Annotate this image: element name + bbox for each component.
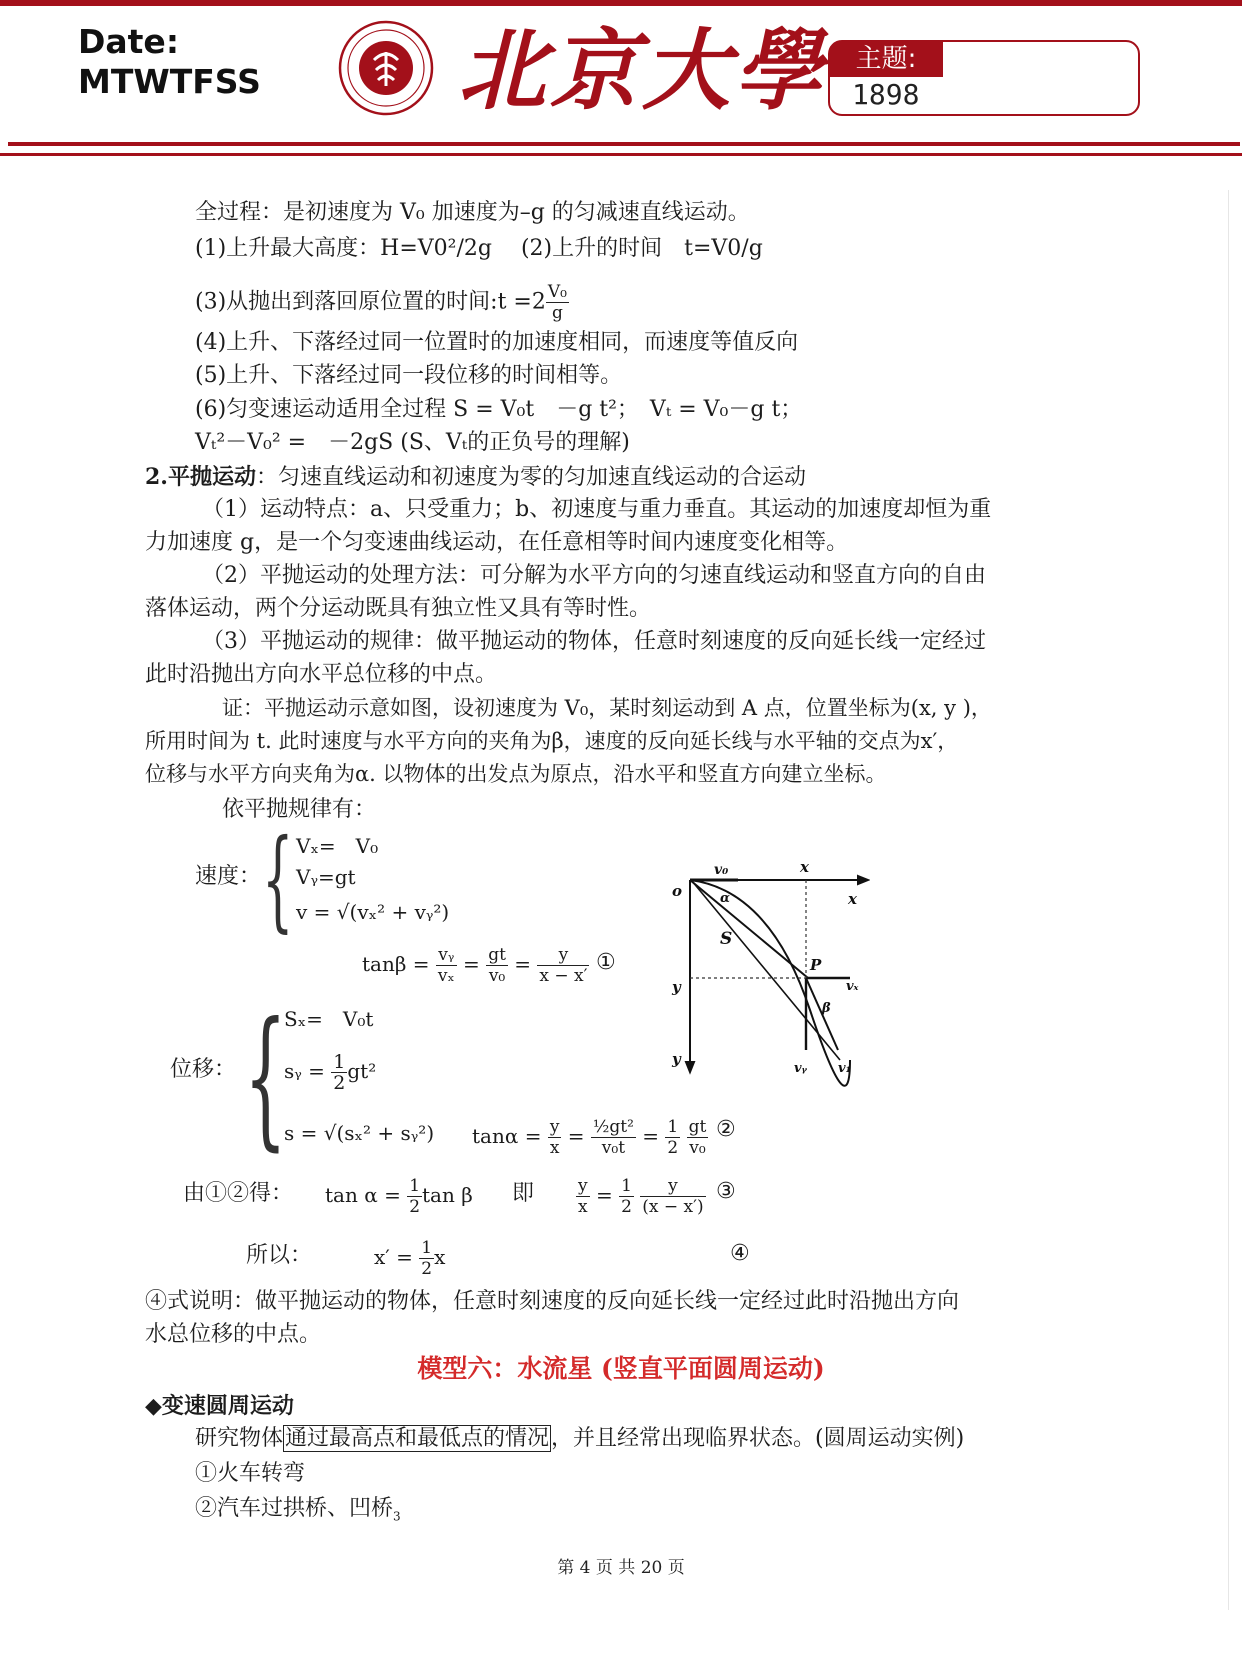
frac-den: 2 bbox=[421, 1259, 433, 1279]
eq-number: ① bbox=[596, 950, 616, 975]
university-name: 北京大學 bbox=[458, 18, 827, 122]
eq-so bbox=[374, 1238, 445, 1279]
fraction bbox=[640, 1176, 705, 1217]
text-line: Vₜ²－V₀² = －2gS (S、Vₜ的正负号的理解) bbox=[195, 430, 630, 455]
fraction bbox=[576, 1176, 590, 1217]
eq-number: ④ bbox=[730, 1241, 750, 1266]
brace: { bbox=[262, 815, 294, 943]
frac-den: 2 bbox=[333, 1072, 346, 1094]
x-axis-label: x bbox=[848, 890, 857, 908]
eq-part: x bbox=[434, 1245, 446, 1269]
frac-num: ½gt² bbox=[592, 1117, 634, 1137]
frac-den: 2 bbox=[621, 1197, 632, 1217]
eq-tan-beta: tanβ = $\frac{\text{vᵧ}}{\text{vₓ}}$ = $\frac{gt}{\text{v₀}}$ = $\frac{y}{x - x'}$ bbox=[362, 945, 588, 986]
sub-title: ◆变速圆周运动 bbox=[145, 1393, 294, 1419]
eq-derive bbox=[325, 1176, 473, 1217]
frac-num: 1 bbox=[667, 1117, 679, 1137]
date-label: Date: bbox=[78, 22, 180, 61]
eq-tan-alpha: tanα = $\frac{y}{x}$ = $\frac{\text{½gt²}}{\text{v₀t}}$ = $\frac{1}{2}$ $\frac{gt}{\text{v₀}}$ bbox=[472, 1117, 707, 1158]
frac-den: g bbox=[551, 303, 563, 323]
eq-vy: Vᵧ=gt bbox=[296, 865, 356, 889]
eq-part: tan β bbox=[422, 1183, 473, 1207]
frac-num: 1 bbox=[409, 1176, 421, 1196]
text-line: ①火车转弯 bbox=[195, 1461, 306, 1486]
eq-part: sᵧ = bbox=[284, 1059, 325, 1083]
eq-s-mag: s = √(sₓ² + sᵧ²) bbox=[284, 1121, 435, 1145]
text-line bbox=[195, 282, 569, 323]
subscript: 3 bbox=[393, 1509, 401, 1524]
alpha-label: α bbox=[720, 891, 731, 906]
p-label: P bbox=[810, 956, 822, 974]
velocity-label: 速度： bbox=[195, 864, 262, 889]
derive-label: 由①②得： bbox=[183, 1181, 294, 1206]
frac-num: gt bbox=[488, 945, 506, 965]
date-block bbox=[78, 22, 261, 102]
x-top-label: x bbox=[800, 858, 809, 876]
topic-value: 1898 bbox=[852, 78, 920, 111]
frac-den: x − x′ bbox=[539, 966, 588, 986]
eq-sy bbox=[284, 1052, 376, 1093]
text-line: （3）平抛运动的规律：做平抛运动的物体，任意时刻速度的反向延长线一定经过 bbox=[202, 629, 986, 654]
displacement-label: 位移： bbox=[170, 1057, 237, 1082]
frac-den: v₀ bbox=[488, 966, 506, 986]
frac-den: (x − x′) bbox=[642, 1197, 704, 1217]
beta-label: β bbox=[822, 1001, 831, 1016]
frac-num: 1 bbox=[421, 1238, 433, 1258]
eq-part: gt² bbox=[347, 1059, 377, 1083]
frac-num: 1 bbox=[333, 1051, 346, 1073]
boxed-phrase: 通过最高点和最低点的情况 bbox=[285, 1426, 550, 1451]
frac-den: 2 bbox=[409, 1197, 421, 1217]
trajectory-curve bbox=[690, 880, 850, 1086]
fraction bbox=[537, 945, 589, 986]
page-number: 第 4 页 共 20 页 bbox=[557, 1558, 685, 1578]
projectile-diagram bbox=[660, 850, 870, 1090]
text-span: ②汽车过拱桥、凹桥 bbox=[195, 1496, 394, 1521]
fraction bbox=[331, 1052, 347, 1093]
y-axis-label: y bbox=[672, 1050, 681, 1068]
fraction bbox=[486, 945, 508, 986]
section-title: 2.平抛运动 bbox=[145, 464, 256, 490]
fraction bbox=[419, 1238, 434, 1279]
so-label: 所以： bbox=[246, 1243, 313, 1268]
model-title: 模型六：水流星 (竖直平面圆周运动) bbox=[417, 1354, 825, 1383]
text-line: 此时沿抛出方向水平总位移的中点。 bbox=[145, 662, 498, 687]
eq-number: ② bbox=[716, 1117, 736, 1142]
vy-label: vᵧ bbox=[794, 1061, 807, 1076]
fraction bbox=[591, 1117, 636, 1158]
page-edge bbox=[1228, 190, 1229, 1610]
text-line: 全过程：是初速度为 V₀ 加速度为–g 的匀减速直线运动。 bbox=[195, 200, 750, 225]
text-line: (4)上升、下落经过同一位置时的加速度相同，而速度等值反向 bbox=[195, 330, 799, 355]
text-line: (1)上升最大高度：H=V0²/2g (2)上升的时间 t=V0/g bbox=[195, 236, 763, 261]
y-axis-arrow bbox=[686, 1062, 694, 1072]
text-line: 位移与水平方向夹角为α. 以物体的出发点为原点，沿水平和竖直方向建立坐标。 bbox=[145, 762, 887, 786]
text-line: （2）平抛运动的处理方法：可分解为水平方向的匀速直线运动和竖直方向的自由 bbox=[202, 563, 986, 588]
header-divider-2 bbox=[0, 153, 1242, 156]
frac-num: V₀ bbox=[547, 282, 567, 302]
eq-number: ③ bbox=[716, 1179, 736, 1204]
text-line: ④式说明：做平抛运动的物体，任意时刻速度的反向延长线一定经过此时沿抛出方向 bbox=[145, 1289, 960, 1314]
eq-part: tan α = bbox=[325, 1183, 401, 1207]
text-line: (5)上升、下落经过同一段位移的时间相等。 bbox=[195, 363, 623, 388]
weekday-row: MTWTFSS bbox=[78, 62, 261, 101]
text-line: 落体运动，两个分运动既具有独立性又具有等时性。 bbox=[145, 596, 652, 621]
text-line bbox=[195, 1424, 964, 1454]
displacement-line bbox=[690, 880, 808, 978]
header-divider bbox=[8, 142, 1240, 146]
frac-num: y bbox=[640, 1176, 705, 1197]
text-line: 力加速度 g，是一个匀变速曲线运动，在任意相等时间内速度变化相等。 bbox=[145, 530, 849, 555]
v0-label: v₀ bbox=[714, 862, 729, 878]
eq-part: tanβ = bbox=[362, 952, 430, 976]
text-line: 证：平抛运动示意如图，设初速度为 V₀，某时刻运动到 A 点，位置坐标为(x, y )， bbox=[222, 696, 992, 720]
text-line: (6)匀变速运动适用全过程 S = V₀t －g t²； Vₜ = V₀－g t； bbox=[195, 397, 803, 422]
v1-label: v₁ bbox=[838, 1061, 852, 1076]
text-span: (3)从抛出到落回原位置的时间:t =2 bbox=[195, 289, 546, 315]
frac-den: v₀ bbox=[689, 1138, 706, 1158]
university-seal-icon bbox=[338, 20, 434, 116]
eq-v-mag: v = √(vₓ² + vᵧ²) bbox=[296, 900, 450, 924]
origin-label: o bbox=[672, 882, 683, 900]
frac-num: vᵧ bbox=[436, 945, 457, 966]
fraction bbox=[436, 945, 457, 986]
fraction bbox=[687, 1117, 709, 1158]
text-line bbox=[195, 1494, 401, 1531]
frac-den: vₓ bbox=[437, 966, 455, 986]
vx-label: vₓ bbox=[846, 979, 859, 994]
fraction bbox=[665, 1117, 680, 1158]
fraction bbox=[548, 1117, 562, 1158]
s-label: S bbox=[720, 929, 733, 949]
frac-num: y bbox=[578, 1176, 588, 1196]
frac-num: gt bbox=[688, 1117, 707, 1137]
header-top-bar bbox=[0, 0, 1242, 6]
topic-label: 主题: bbox=[829, 41, 943, 77]
x-axis-arrow bbox=[858, 876, 868, 884]
frac-num: y bbox=[549, 1117, 560, 1137]
frac-num: y bbox=[537, 945, 589, 966]
eq-part: tanα = bbox=[472, 1124, 542, 1148]
text-line: 水总位移的中点。 bbox=[145, 1322, 322, 1347]
frac-den: v₀t bbox=[601, 1138, 626, 1158]
brace: { bbox=[244, 991, 287, 1165]
ie-label: 即 bbox=[512, 1181, 535, 1206]
eq-part: x′ = bbox=[374, 1245, 413, 1269]
y-mid-label: y bbox=[672, 978, 681, 996]
text-line: 依平抛规律有： bbox=[222, 797, 377, 822]
frac-den: 2 bbox=[667, 1138, 679, 1158]
eq-vx: Vₓ= V₀ bbox=[296, 834, 379, 858]
eq-ie: $\frac{y}{x}$ = $\frac{1}{2}$ $\frac{y}{(x - x')}$ bbox=[578, 1176, 704, 1217]
text-line: 所用时间为 t. 此时速度与水平方向的夹角为β，速度的反向延长线与水平轴的交点为x′， bbox=[145, 729, 959, 753]
frac-num: 1 bbox=[621, 1176, 632, 1196]
text-span: ，并且经常出现临界状态。(圆周运动实例) bbox=[551, 1426, 965, 1451]
frac-den: x bbox=[578, 1197, 588, 1217]
section-heading bbox=[145, 462, 806, 493]
eq-sx: Sₓ= V₀t bbox=[284, 1007, 374, 1031]
fraction bbox=[546, 282, 569, 323]
text-line: （1）运动特点：a、只受重力；b、初速度与重力垂直。其运动的加速度却恒为重 bbox=[202, 497, 992, 522]
fraction bbox=[407, 1176, 422, 1217]
section-desc: ：匀速直线运动和初速度为零的匀加速直线运动的合运动 bbox=[255, 465, 806, 490]
fraction bbox=[619, 1176, 634, 1217]
frac-den: x bbox=[549, 1138, 560, 1158]
text-span: 研究物体 bbox=[195, 1426, 284, 1451]
